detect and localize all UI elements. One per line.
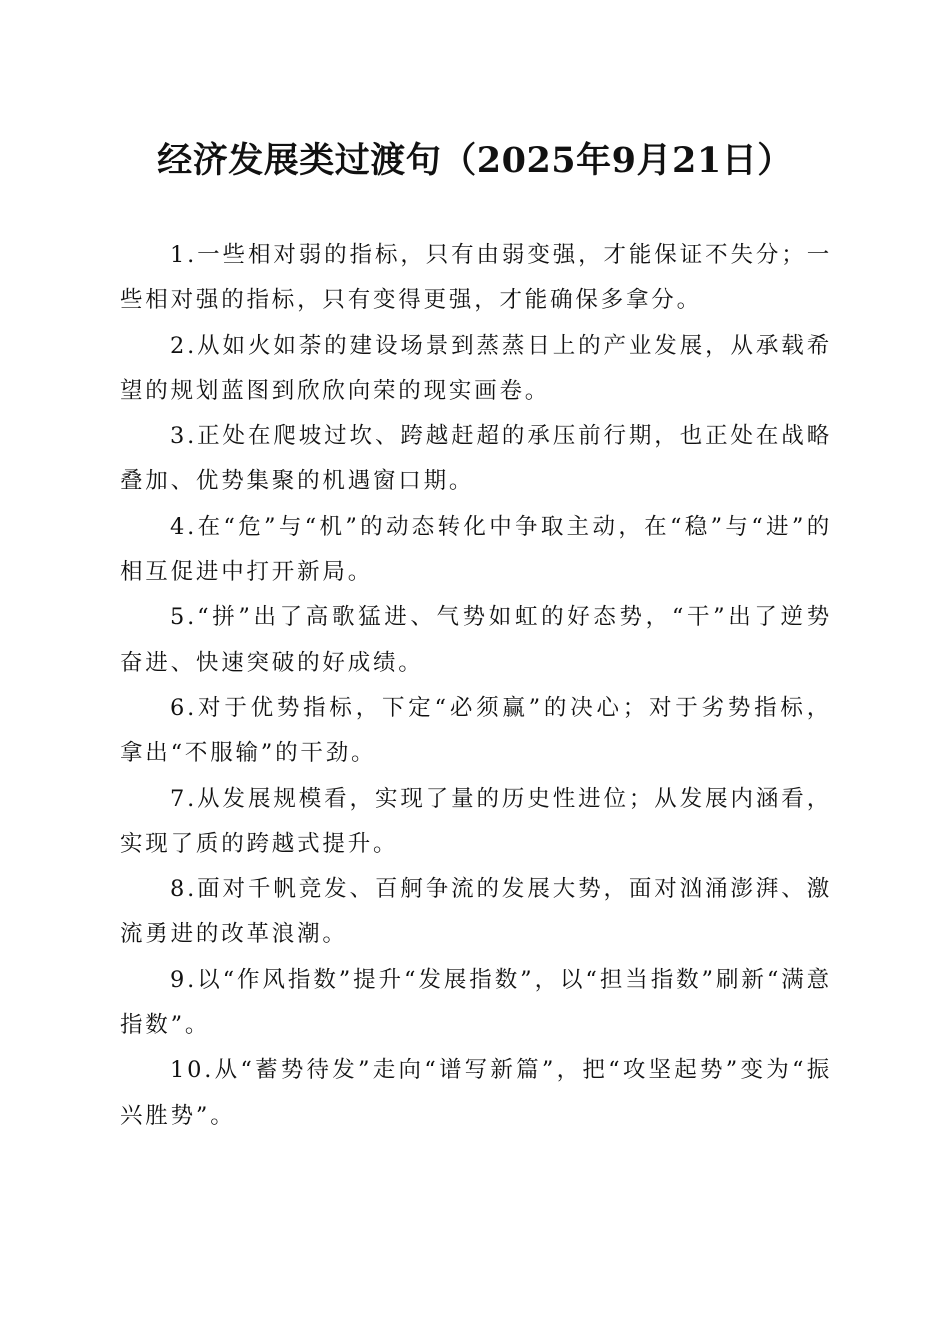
paragraph-10: 10.从“蓄势待发”走向“谱写新篇”，把“攻坚起势”变为“振兴胜势”。 xyxy=(120,1057,832,1129)
paragraph-4: 4.在“危”与“机”的动态转化中争取主动，在“稳”与“进”的相互促进中打开新局。 xyxy=(120,513,832,586)
paragraph-6: 6.对于优势指标，下定“必须赢”的决心；对于劣势指标，拿出“不服输”的干劲。 xyxy=(120,694,832,767)
paragraph-2: 2.从如火如荼的建设场景到蒸蒸日上的产业发展，从承载希望的规划蓝图到欣欣向荣的现实画卷。 xyxy=(120,332,832,404)
document-body xyxy=(120,233,832,1139)
paragraph-9: 9.以“作风指数”提升“发展指数”，以“担当指数”刷新“满意指数”。 xyxy=(120,966,832,1039)
document-title: 经济发展类过渡句（2025年9月21日） xyxy=(157,140,793,181)
paragraph-5: 5.“拼”出了高歌猛进、气势如虹的好态势，“干”出了逆势奋进、快速突破的好成绩。 xyxy=(120,604,832,676)
paragraph-1: 1.一些相对弱的指标，只有由弱变强，才能保证不失分；一些相对强的指标，只有变得更强，才能确保多拿分。 xyxy=(120,242,832,314)
paragraph-3: 3.正处在爬坡过坎、跨越赶超的承压前行期，也正处在战略叠加、优势集聚的机遇窗口期。 xyxy=(120,423,832,495)
paragraph-7: 7.从发展规模看，实现了量的历史性进位；从发展内涵看，实现了质的跨越式提升。 xyxy=(120,785,832,857)
paragraph-8: 8.面对千帆竞发、百舸争流的发展大势，面对汹涌澎湃、激流勇进的改革浪潮。 xyxy=(120,876,832,948)
